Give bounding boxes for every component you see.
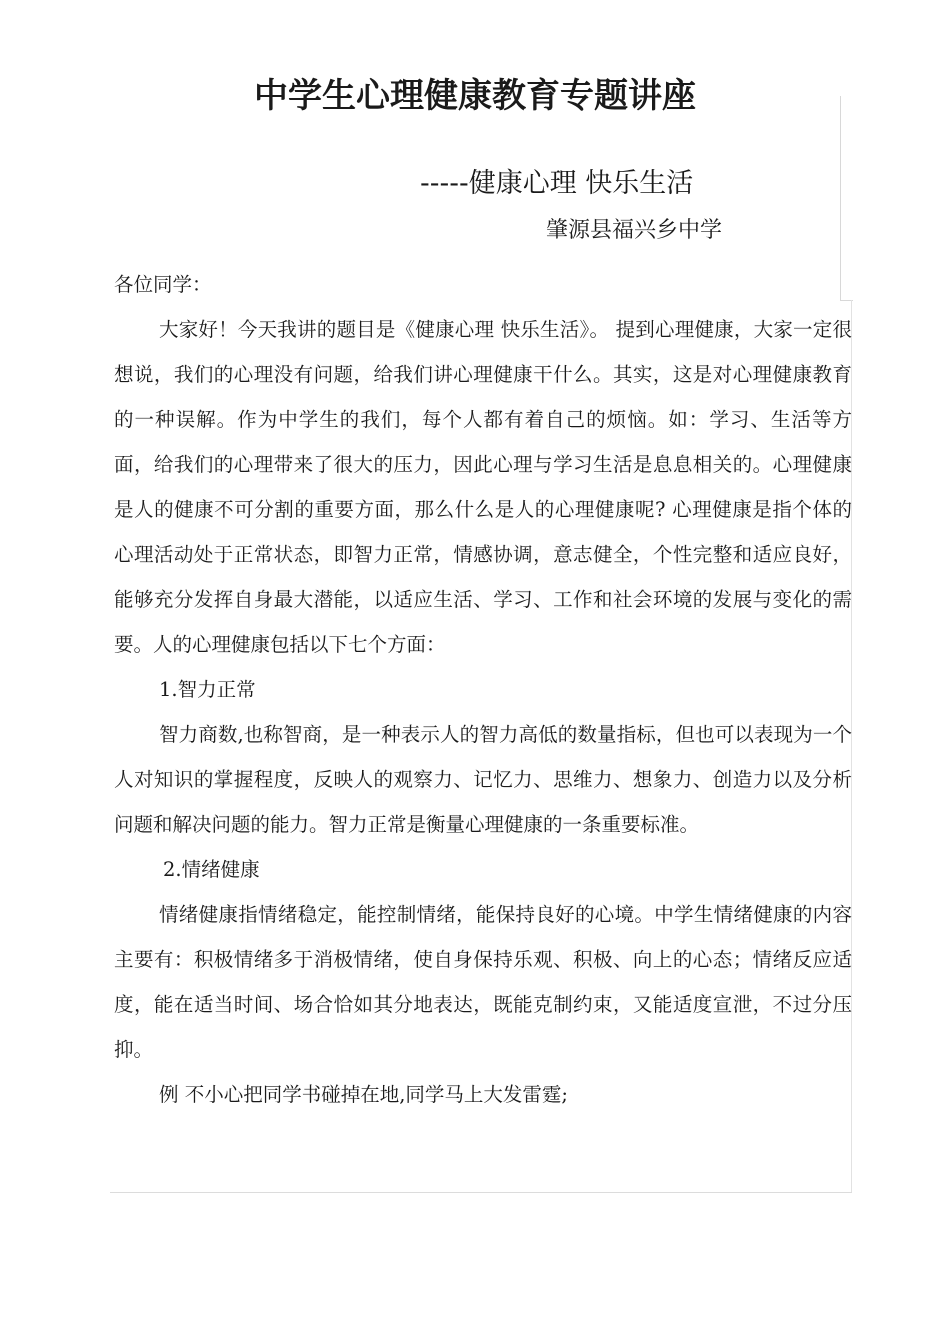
document-title: 中学生心理健康教育专题讲座 (254, 76, 696, 116)
intro-paragraph: 大家好！今天我讲的题目是《健康心理 快乐生活》。 提到心理健康，大家一定很想说，我们的心理没有问题，给我们讲心理健康干什么。其实，这是对心理健康教育的一种误解。作为中学生的我们，每个人都有着自己的烦恼。如：学习、生活等方面，给我们的心理带来了很大的压力，因此心理与学习生活是息息相关的。心理健康是人的健康不可分割的重要方面，那么什么是人的心理健康呢? 心理健康是指个体的心理活动处于正常状态，即智力正常，情感协调，意志健全，个性完整和适应良好，能够充分发挥自身最大潜能，以适应生活、学习、工作和社会环境的发展与变化的需要。人的心理健康包括以下七个方面： (114, 318, 852, 656)
section-heading-intelligence: 1.智力正常 (159, 678, 256, 701)
emotion-paragraph: 情绪健康指情绪稳定，能控制情绪，能保持良好的心境。中学生情绪健康的内容主要有：积极情绪多于消极情绪，使自身保持乐观、积极、向上的心态；情绪反应适度，能在适当时间、场合恰如其分地表达，既能克制约束，又能适度宣泄，不过分压抑。 (114, 903, 852, 1061)
intelligence-paragraph: 智力商数,也称智商，是一种表示人的智力高低的数量指标，但也可以表现为一个人对知识的掌握程度，反映人的观察力、记忆力、思维力、想象力、创造力以及分析问题和解决问题的能力。智力正常是衡量心理健康的一条重要标准。 (114, 723, 852, 836)
school-name: 肇源县福兴乡中学 (546, 218, 723, 243)
example-paragraph: 例 不小心把同学书碰掉在地,同学马上大发雷霆; (159, 1083, 568, 1106)
greeting: 各位同学： (114, 273, 212, 296)
document-body (114, 262, 852, 1117)
page-frame-bottom-edge (110, 1192, 852, 1193)
section-heading-emotion: 2.情绪健康 (163, 858, 260, 881)
document-subtitle: -----健康心理 快乐生活 (420, 168, 694, 199)
